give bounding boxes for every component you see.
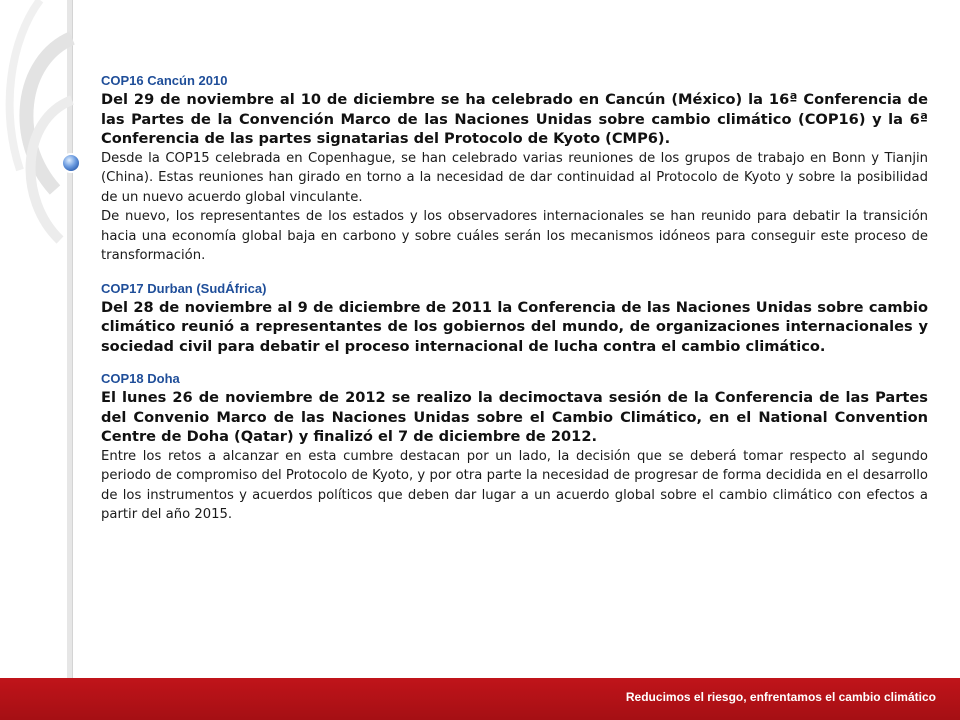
section-spacer <box>101 356 928 370</box>
section-title: COP18 Doha <box>101 371 180 386</box>
section-cop17 <box>101 280 928 357</box>
section-spacer <box>101 266 928 280</box>
section-lead: Del 28 de noviembre al 9 de diciembre de 2011 la Conferencia de las Naciones Unidas sobre cambio climático reunió a representantes de los gobiernos del mundo, de organizaciones internacionales y sociedad civil para debatir el proceso internacional de lucha contra el cambio climático. <box>101 298 928 355</box>
main-content <box>101 72 928 525</box>
section-title: COP16 Cancún 2010 <box>101 73 228 88</box>
section-title: COP17 Durban (SudÁfrica) <box>101 280 267 296</box>
section-paragraph: Entre los retos a alcanzar en esta cumbre destacan por un lado, la decisión que se deberá tomar respecto al segundo periodo de compromiso del Protocolo de Kyoto, y por otra parte la necesidad de progresar de forma decidida en el desarrollo de los instrumentos y acuerdos políticos que deben dar lugar a un acuerdo global sobre el cambio climático con efectos a partir del año 2015. <box>101 448 928 522</box>
section-lead: El lunes 26 de noviembre de 2012 se realizo la decimoctava sesión de la Conferencia de las Partes del Convenio Marco de las Naciones Unidas sobre el Cambio Climático, en el National Convention Centre de Doha (Qatar) y finalizó el 7 de diciembre de 2012. <box>101 389 928 445</box>
section-cop16 <box>101 72 928 266</box>
section-cop18 <box>101 370 928 525</box>
section-lead: Del 29 de noviembre al 10 de diciembre se ha celebrado en Cancún (México) la 16ª Conferencia de las Partes de la Convención Marco de las Naciones Unidas sobre cambio climático (COP16) y la 6ª Conferencia de las partes signatarias del Protocolo de Kyoto (CMP6). <box>101 91 928 147</box>
footer-bar <box>0 678 960 720</box>
section-paragraph: Desde la COP15 celebrada en Copenhague, se han celebrado varias reuniones de los grupos de trabajo en Bonn y Tianjin (China). Estas reuniones han girado en torno a la necesidad de dar continuidad al Protocolo de Kyoto y sobre la posibilidad de un nuevo acuerdo global vinculante. <box>101 150 928 205</box>
footer-slogan: Reducimos el riesgo, enfrentamos el cambio climático <box>625 690 936 704</box>
section-paragraph: De nuevo, los representantes de los estados y los observadores internacionales se han reunido para debatir la transición hacia una economía global baja en carbono y sobre cuáles serán los mecanismos idóneos para conseguir este proceso de transformación. <box>101 209 928 263</box>
bullet-dot-icon <box>62 154 80 172</box>
